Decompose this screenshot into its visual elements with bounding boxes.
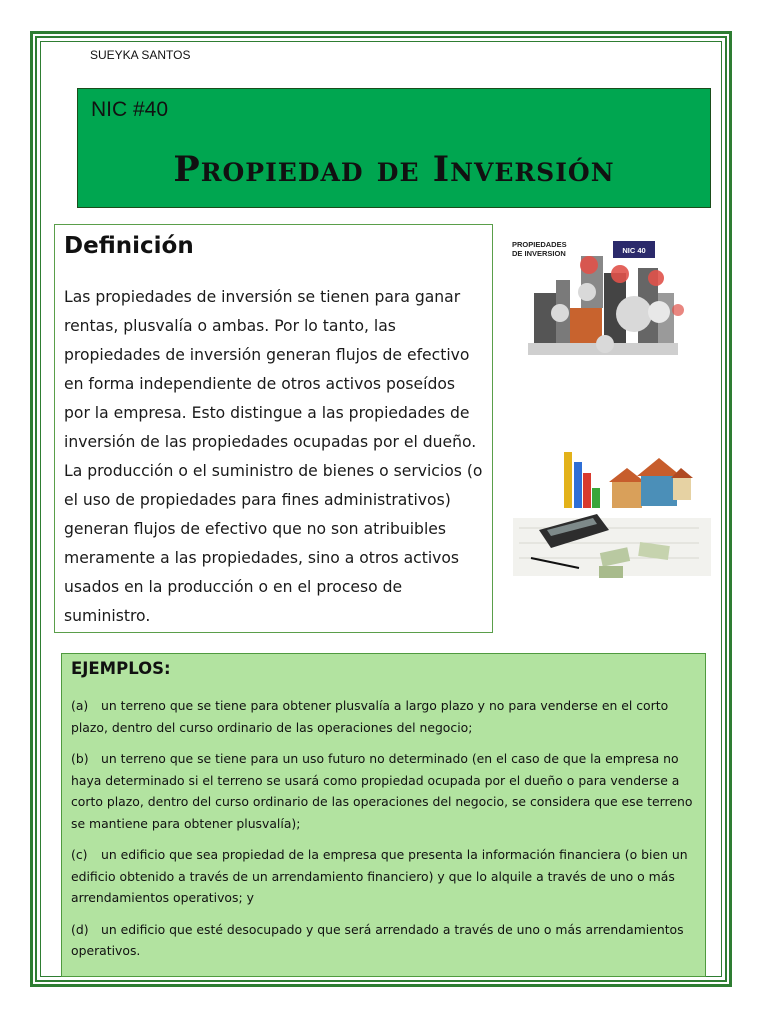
- page-title: [78, 149, 710, 190]
- house-2: [641, 476, 677, 506]
- example-item-c: [71, 844, 696, 909]
- example-tag: (a): [71, 698, 89, 713]
- bubble-2: [611, 265, 629, 283]
- chart-bar-yellow: [564, 452, 572, 508]
- bubble-5: [616, 296, 652, 332]
- banknote-3: [599, 566, 623, 578]
- examples-list: [71, 695, 696, 972]
- finance-houses-image: [509, 448, 715, 580]
- example-item-b: [71, 748, 696, 834]
- investment-properties-image: [508, 238, 698, 363]
- title-part-2: nversión: [450, 149, 615, 190]
- house-1: [612, 482, 642, 508]
- bubble-3: [648, 270, 664, 286]
- bubble-6: [648, 301, 670, 323]
- chart-bar-green: [592, 488, 600, 508]
- title-cap-i: I: [432, 149, 451, 190]
- bubble-4: [578, 283, 596, 301]
- title-cap-p: P: [173, 149, 201, 190]
- standard-code: NIC #40: [91, 98, 169, 121]
- definition-body: Las propiedades de inversión se tienen para ganar rentas, plusvalía o ambas. Por lo tanto, las propiedades de inversión generan flujos de efectivo en forma independiente de otros activos poseídos por la empresa. Esto distingue a las propiedades de inversión de las propiedades ocupadas por el dueño. La producción o el suministro de bienes o servicios (o el uso de propiedades para fines administrativos) generan flujos de efectivo que no son atribuibles meramente a las propiedades, sino a otros activos usados en la producción o en el proceso de suministro.: [64, 288, 483, 625]
- definition-heading: Definición: [64, 233, 194, 259]
- chart-bar-blue: [574, 462, 582, 508]
- title-part-1: ropiedad de: [200, 149, 433, 190]
- bubble-7: [551, 304, 569, 322]
- example-item-a: [71, 695, 696, 738]
- nic40-badge-text: NIC 40: [622, 246, 646, 255]
- example-item-d: [71, 919, 696, 962]
- bubble-8: [596, 335, 614, 353]
- example-text: un terreno que se tiene para obtener plusvalía a largo plazo y no para venderse en el corto plazo, dentro del curso ordinario de las operaciones del negocio;: [71, 698, 669, 735]
- plant: [672, 304, 684, 316]
- examples-heading: EJEMPLOS:: [71, 659, 171, 678]
- examples-box: [61, 653, 706, 977]
- example-text: un edificio que esté desocupado y que será arrendado a través de uno o más arrendamientos operativos.: [71, 921, 684, 958]
- example-text: un edificio que sea propiedad de la empresa que presenta la información financiera (o bien un edificio obtenido a través de un arrendamiento financiero) y que lo alquile a través de uno o más arrendamientos operativos; y: [71, 847, 688, 905]
- bubble-1: [580, 256, 598, 274]
- example-text: un terreno que se tiene para un uso futuro no determinado (en el caso de que la empresa no haya determinado si el terreno se usará como propiedad ocupada por el dueño o para venderse a corto plazo, dentro del curso ordinario de las operaciones del negocio, se considera que ese terreno se mantiene para obtener plusvalía);: [71, 751, 693, 831]
- author-name: SUEYKA SANTOS: [90, 48, 191, 62]
- definition-box: [54, 224, 493, 633]
- building-1: [534, 293, 556, 348]
- house-3: [673, 478, 691, 500]
- image-label-line1: PROPIEDADES: [512, 240, 567, 249]
- chart-bar-red: [583, 473, 591, 508]
- example-tag: (c): [71, 847, 88, 862]
- title-banner: [77, 88, 711, 208]
- example-tag: (d): [71, 921, 89, 937]
- example-tag: (b): [71, 751, 89, 766]
- image-label-line2: DE INVERSION: [512, 249, 566, 258]
